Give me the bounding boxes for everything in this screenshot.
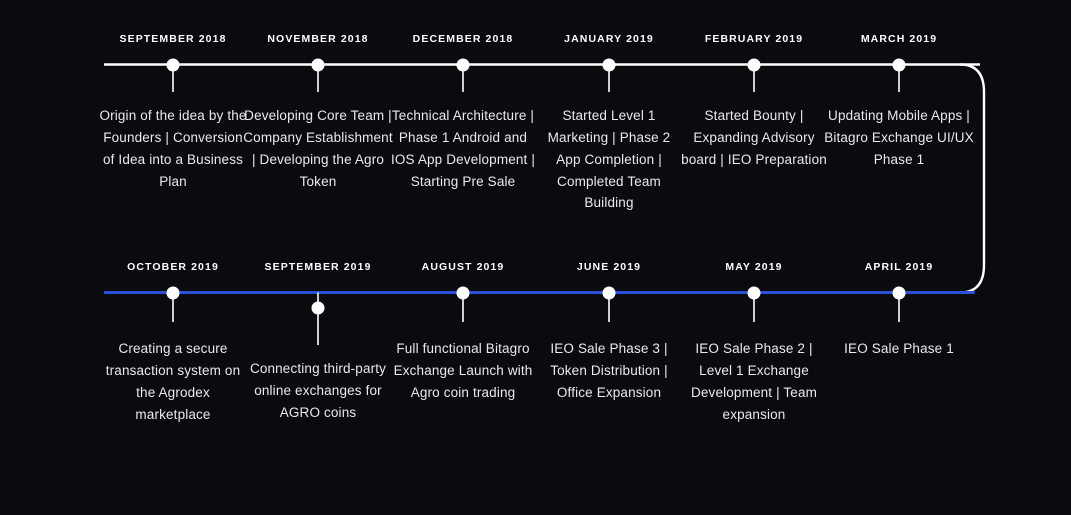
- timeline-dot-bottom-2[interactable]: [312, 302, 325, 315]
- timeline-dot-bottom-1[interactable]: [167, 286, 180, 299]
- milestone-description: Origin of the idea by the Founders | Conversion of Idea into a Business Plan: [99, 108, 247, 189]
- milestone-description: Started Level 1 Marketing | Phase 2 App Completion | Completed Team Building: [547, 108, 671, 211]
- milestone-date: NOVEMBER 2018: [267, 33, 369, 45]
- milestone-date: MAY 2019: [725, 261, 783, 273]
- milestone-description: IEO Sale Phase 2 | Level 1 Exchange Development | Team expansion: [690, 341, 818, 422]
- milestone-description: Technical Architecture | Phase 1 Android and IOS App Development | Starting Pre Sale: [391, 108, 535, 189]
- milestone-date: MARCH 2019: [860, 33, 938, 45]
- milestone-description: Started Bounty | Expanding Advisory board | IEO Preparation: [681, 108, 827, 167]
- milestone-description: Developing Core Team | Company Establishment | Developing the Agro Token: [243, 108, 393, 189]
- timeline-connector-curve: [960, 65, 984, 293]
- timeline-dot-bottom-3[interactable]: [457, 286, 470, 299]
- timeline-dot-top-3[interactable]: [457, 58, 470, 71]
- milestone-date: SEPTEMBER 2019: [264, 261, 372, 273]
- milestone-date: AUGUST 2019: [421, 261, 505, 273]
- milestone-date: OCTOBER 2019: [127, 261, 219, 273]
- timeline-dot-top-4[interactable]: [603, 58, 616, 71]
- milestone-description: Updating Mobile Apps | Bitagro Exchange UI/UX Phase 1: [824, 108, 974, 167]
- timeline-dot-top-5[interactable]: [748, 58, 761, 71]
- milestone-date: FEBRUARY 2019: [704, 33, 804, 45]
- milestone-description: IEO Sale Phase 1: [844, 341, 954, 356]
- milestone-date: APRIL 2019: [864, 261, 934, 273]
- milestone-description: IEO Sale Phase 3 | Token Distribution | Office Expansion: [550, 341, 668, 400]
- milestone-date: DECEMBER 2018: [412, 33, 514, 45]
- milestone-description: Connecting third-party online exchanges for AGRO coins: [249, 361, 387, 420]
- timeline-dot-top-2[interactable]: [312, 58, 325, 71]
- milestone-date: SEPTEMBER 2018: [119, 33, 227, 45]
- timeline-dot-bottom-4[interactable]: [603, 286, 616, 299]
- milestone-description: Full functional Bitagro Exchange Launch with Agro coin trading: [393, 341, 533, 400]
- timeline-dot-bottom-6[interactable]: [893, 286, 906, 299]
- milestone-description: Creating a secure transaction system on the Agrodex marketplace: [105, 341, 241, 422]
- timeline-dot-top-6[interactable]: [893, 58, 906, 71]
- timeline-dot-bottom-5[interactable]: [748, 286, 761, 299]
- milestone-date: JUNE 2019: [576, 261, 642, 273]
- timeline-dot-top-1[interactable]: [167, 58, 180, 71]
- milestone-date: JANUARY 2019: [564, 33, 654, 45]
